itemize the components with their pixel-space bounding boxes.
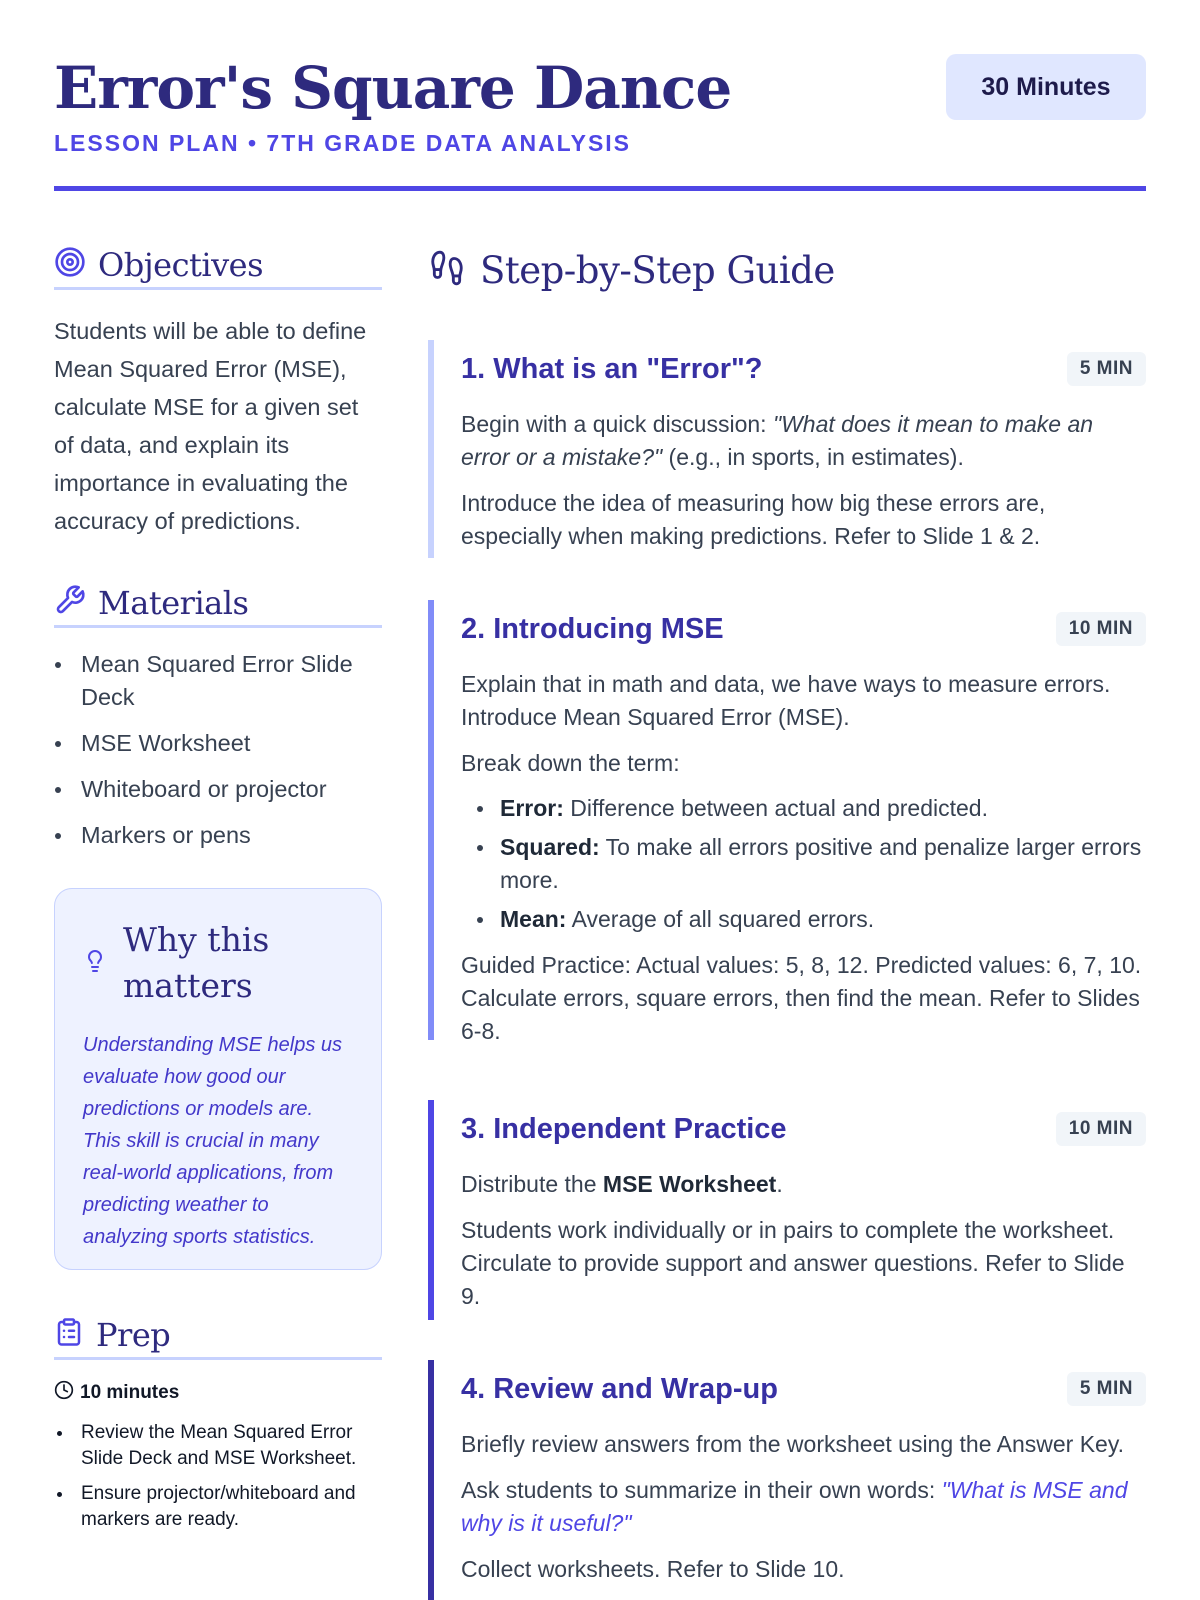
header-divider bbox=[54, 186, 1146, 191]
lesson-plan-page bbox=[54, 0, 1146, 1600]
step-paragraph: Guided Practice: Actual values: 5, 8, 12. Predicted values: 6, 7, 10. Calculate errors, square errors, then find the mean. Refer to Slides 6-8. bbox=[461, 952, 1142, 1044]
objectives-heading bbox=[54, 246, 382, 290]
list-item: Ensure projector/whiteboard and markers are ready. bbox=[54, 1481, 382, 1533]
step-title: 2. Introducing MSE bbox=[461, 612, 724, 645]
step-text: Begin with a quick discussion: bbox=[461, 411, 773, 437]
step-paragraph bbox=[461, 1474, 1146, 1540]
step-2 bbox=[428, 600, 1146, 1044]
step-paragraph: Explain that in math and data, we have ways to measure errors. Introduce Mean Squared Error (MSE). bbox=[461, 671, 1111, 730]
right-column bbox=[428, 246, 1146, 1582]
step-title: 1. What is an "Error"? bbox=[461, 352, 763, 385]
term-label: Error: bbox=[500, 795, 564, 821]
materials-list bbox=[54, 648, 382, 852]
clock-icon bbox=[54, 1380, 74, 1406]
step-paragraph: Students work individually or in pairs to complete the worksheet. Circulate to provide support and answer questions. Refer to Slide 9. bbox=[461, 1217, 1125, 1309]
step-title: 3. Independent Practice bbox=[461, 1112, 787, 1145]
why-heading bbox=[83, 917, 353, 1009]
why-title: Why this matters bbox=[123, 920, 270, 1005]
clipboard-icon bbox=[54, 1316, 84, 1353]
list-item bbox=[475, 792, 1146, 825]
list-item: Whiteboard or projector bbox=[54, 773, 382, 806]
step-title: 4. Review and Wrap-up bbox=[461, 1372, 778, 1405]
duration-badge: 10 MIN bbox=[1056, 612, 1146, 646]
step-bar bbox=[428, 1100, 434, 1320]
duration-badge: 10 MIN bbox=[1056, 1112, 1146, 1146]
guide-heading bbox=[428, 246, 1146, 294]
step-4 bbox=[428, 1360, 1146, 1600]
step-paragraph: Collect worksheets. Refer to Slide 10. bbox=[461, 1556, 845, 1582]
step-paragraph bbox=[461, 408, 1146, 474]
duration-badge: 5 MIN bbox=[1067, 352, 1146, 386]
header bbox=[54, 52, 1146, 194]
guide-title: Step-by-Step Guide bbox=[480, 248, 835, 292]
step-bar bbox=[428, 600, 434, 1040]
target-icon bbox=[54, 246, 86, 283]
materials-title: Materials bbox=[98, 583, 249, 622]
step-text: (e.g., in sports, in estimates). bbox=[662, 444, 964, 470]
duration-badge: 5 MIN bbox=[1067, 1372, 1146, 1406]
page-title: Error's Square Dance bbox=[54, 54, 732, 122]
prep-title: Prep bbox=[96, 1315, 171, 1354]
wrench-icon bbox=[54, 584, 86, 621]
page-subtitle: LESSON PLAN • 7TH GRADE DATA ANALYSIS bbox=[54, 130, 632, 156]
why-this-matters-callout bbox=[54, 888, 382, 1270]
term-definition: Difference between actual and predicted. bbox=[563, 795, 988, 821]
term-label: Mean: bbox=[500, 906, 567, 932]
step-bold-text: MSE Worksheet bbox=[602, 1171, 777, 1197]
step-paragraph bbox=[461, 1168, 1146, 1201]
list-item: MSE Worksheet bbox=[54, 727, 382, 760]
step-text: . bbox=[776, 1171, 783, 1197]
list-item bbox=[475, 831, 1146, 897]
list-item: Mean Squared Error Slide Deck bbox=[54, 648, 382, 714]
prep-list bbox=[54, 1420, 382, 1533]
duration-badge: 30 Minutes bbox=[946, 54, 1146, 120]
list-item: Review the Mean Squared Error Slide Deck and MSE Worksheet. bbox=[54, 1420, 382, 1472]
materials-heading bbox=[54, 584, 382, 628]
step-quote: "What is MSE and why is it useful?" bbox=[461, 1477, 1128, 1536]
objectives-text: Students will be able to define Mean Squared Error (MSE), calculate MSE for a given set of data, and explain its importance in evaluating the accuracy of predictions. bbox=[54, 318, 367, 534]
step-1 bbox=[428, 340, 1146, 558]
step-3 bbox=[428, 1100, 1146, 1320]
step-bar bbox=[428, 1360, 434, 1600]
step-paragraph: Briefly review answers from the worksheet using the Answer Key. bbox=[461, 1431, 1125, 1457]
step-paragraph: Break down the term: bbox=[461, 750, 680, 776]
term-label: Squared: bbox=[500, 834, 600, 860]
footprints-icon bbox=[428, 249, 466, 292]
list-item: Markers or pens bbox=[54, 819, 382, 852]
prep-time bbox=[54, 1380, 382, 1406]
prep-time-label: 10 minutes bbox=[80, 1382, 180, 1403]
term-definition: To make all errors positive and penalize larger errors more. bbox=[500, 834, 1142, 893]
objectives-title: Objectives bbox=[98, 245, 264, 284]
list-item bbox=[475, 903, 1146, 936]
step-quote: "What does it mean to make an error or a mistake?" bbox=[461, 411, 1094, 470]
left-column bbox=[54, 246, 382, 1542]
lightbulb-icon bbox=[83, 947, 107, 980]
why-text: Understanding MSE helps us evaluate how good our predictions or models are. This skill is crucial in many real-world applications, from predicting weather to analyzing sports statistics. bbox=[83, 1034, 343, 1248]
step-text: Distribute the bbox=[461, 1171, 603, 1197]
step-bar bbox=[428, 340, 434, 558]
term-definition: Average of all squared errors. bbox=[566, 906, 875, 932]
step-paragraph: Introduce the idea of measuring how big these errors are, especially when making predictions. Refer to Slide 1 & 2. bbox=[461, 490, 1046, 549]
prep-heading bbox=[54, 1316, 382, 1360]
term-list bbox=[461, 792, 1146, 936]
step-text: Ask students to summarize in their own words: bbox=[461, 1477, 942, 1503]
